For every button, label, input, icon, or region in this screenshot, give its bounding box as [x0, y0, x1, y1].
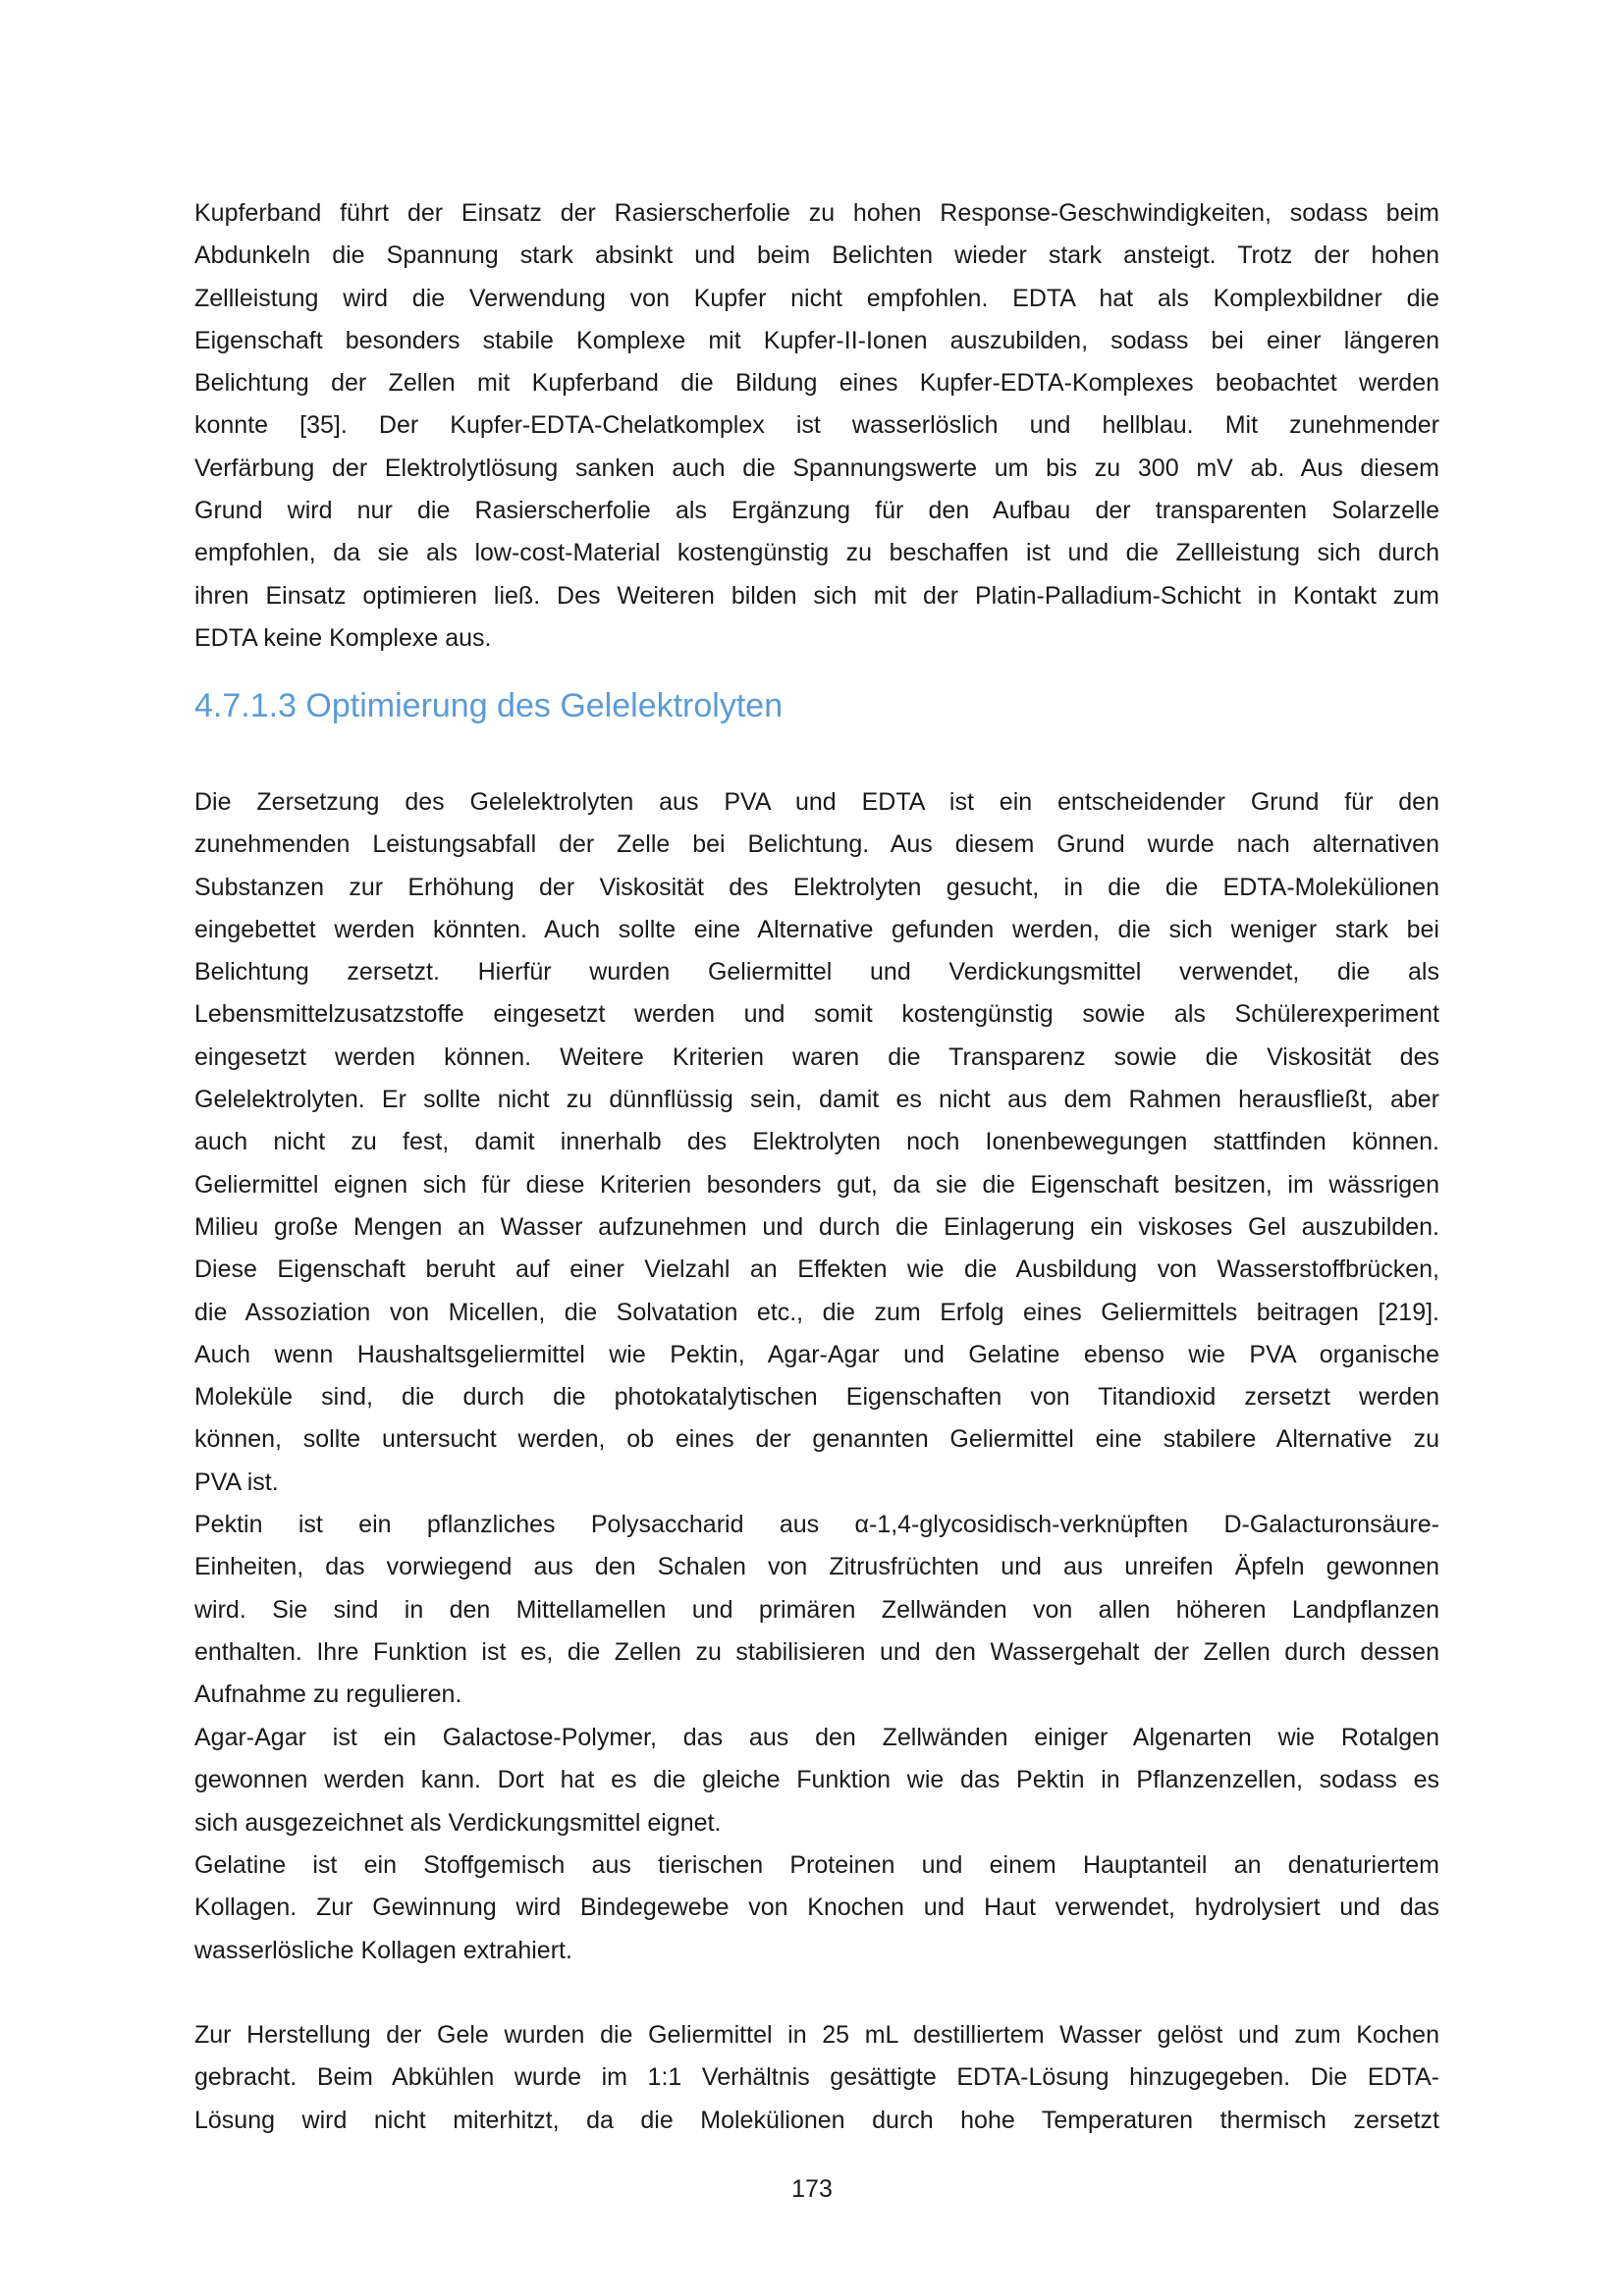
text-line: Lebensmittelzusatzstoffe eingesetzt werden und somit kostengünstig sowie als Schülerexperiment	[194, 1000, 1439, 1029]
text-line: PVA ist.	[194, 1468, 279, 1496]
text-line: Verfärbung der Elektrolytlösung sanken auch die Spannungswerte um bis zu 300 mV ab. Aus diesem	[194, 454, 1439, 482]
paragraph-gel-preparation	[194, 2014, 1439, 2142]
text-line: Zellleistung wird die Verwendung von Kupfer nicht empfohlen. EDTA hat als Komplexbildner die	[194, 284, 1439, 312]
text-line: die Assoziation von Micellen, die Solvatation etc., die zum Erfolg eines Geliermittels beitragen [219].	[194, 1298, 1439, 1326]
text-line: eingebettet werden könnten. Auch sollte eine Alternative gefunden werden, die sich weniger stark bei	[194, 915, 1439, 943]
text-line: wird. Sie sind in den Mittellamellen und primären Zellwänden von allen höheren Landpflanzen	[194, 1595, 1439, 1624]
text-line: Abdunkeln die Spannung stark absinkt und beim Belichten wieder stark ansteigt. Trotz der hohen	[194, 241, 1439, 270]
text-line: Gelelektrolyten. Er sollte nicht zu dünnflüssig sein, damit es nicht aus dem Rahmen herausfließt, aber	[194, 1086, 1439, 1114]
text-line: Kollagen. Zur Gewinnung wird Bindegewebe von Knochen und Haut verwendet, hydrolysiert und das	[194, 1894, 1439, 1922]
text-line: konnte [35]. Der Kupfer-EDTA-Chelatkomplex ist wasserlöslich und hellblau. Mit zunehmender	[194, 411, 1439, 440]
text-line: gewonnen werden kann. Dort hat es die gleiche Funktion wie das Pektin in Pflanzenzellen, sodass es	[194, 1766, 1439, 1794]
text-line: auch nicht zu fest, damit innerhalb des Elektrolyten noch Ionenbewegungen stattfinden können.	[194, 1128, 1439, 1156]
text-line: wasserlösliche Kollagen extrahiert.	[194, 1936, 572, 1964]
paragraph-pectin	[194, 1504, 1439, 1716]
text-line: Belichtung zersetzt. Hierfür wurden Geliermittel und Verdickungsmittel verwendet, die als	[194, 958, 1439, 987]
text-line: zunehmenden Leistungsabfall der Zelle bei Belichtung. Aus diesem Grund wurde nach alternativen	[194, 830, 1439, 859]
text-line: können, sollte untersucht werden, ob eines der genannten Geliermittel eine stabilere Alternative zu	[194, 1425, 1439, 1454]
paragraph-gelatine	[194, 1844, 1439, 1972]
text-line: Pektin ist ein pflanzliches Polysaccharid aus α-1,4-glycosidisch-verknüpften D-Galacturonsäure-	[194, 1511, 1439, 1538]
text-line: Geliermittel eignen sich für diese Kriterien besonders gut, da sie die Eigenschaft besitzen, im wässrigen	[194, 1170, 1439, 1199]
text-line: Zur Herstellung der Gele wurden die Geliermittel in 25 mL destilliertem Wasser gelöst und zum Kochen	[194, 2021, 1439, 2049]
text-line: empfohlen, da sie als low-cost-Material kostengünstig zu beschaffen ist und die Zellleistung sich durch	[194, 539, 1439, 567]
section-heading: 4.7.1.3 Optimierung des Gelelektrolyten	[194, 687, 784, 724]
text-line: Grund wird nur die Rasierscherfolie als Ergänzung für den Aufbau der transparenten Solarzelle	[194, 497, 1439, 525]
text-line: Lösung wird nicht miterhitzt, da die Molekülionen durch hohe Temperaturen thermisch zersetzt	[194, 2106, 1439, 2134]
text-line: ihren Einsatz optimieren ließ. Des Weiteren bilden sich mit der Platin-Palladium-Schicht in Kontakt zum	[194, 581, 1439, 610]
page-number: 173	[791, 2175, 833, 2203]
text-line: Eigenschaft besonders stabile Komplexe mit Kupfer-II-Ionen auszubilden, sodass bei einer längeren	[194, 326, 1439, 354]
paragraph-copper	[194, 192, 1439, 660]
text-line: gebracht. Beim Abkühlen wurde im 1:1 Verhältnis gesättigte EDTA-Lösung hinzugegeben. Die EDTA-	[194, 2063, 1439, 2092]
paragraph-agar	[194, 1717, 1439, 1844]
text-line: Kupferband führt der Einsatz der Rasierscherfolie zu hohen Response-Geschwindigkeiten, sodass beim	[194, 199, 1439, 227]
text-line: Die Zersetzung des Gelelektrolyten aus PVA und EDTA ist ein entscheidender Grund für den	[194, 788, 1439, 816]
text-line: EDTA keine Komplexe aus.	[194, 623, 492, 652]
text-line: Auch wenn Haushaltsgeliermittel wie Pektin, Agar-Agar und Gelatine ebenso wie PVA organische	[194, 1340, 1439, 1368]
text-line: Agar-Agar ist ein Galactose-Polymer, das aus den Zellwänden einiger Algenarten wie Rotalgen	[194, 1724, 1439, 1751]
paragraph-gel-decomposition	[194, 781, 1439, 1504]
text-line: eingesetzt werden können. Weitere Kriterien waren die Transparenz sowie die Viskosität des	[194, 1042, 1439, 1071]
text-line: Milieu große Mengen an Wasser aufzunehmen und durch die Einlagerung ein viskoses Gel auszubilden.	[194, 1212, 1439, 1241]
text-line: Gelatine ist ein Stoffgemisch aus tierischen Proteinen und einem Hauptanteil an denaturiertem	[194, 1851, 1439, 1879]
text-line: Aufnahme zu regulieren.	[194, 1681, 462, 1709]
text-line: Moleküle sind, die durch die photokatalytischen Eigenschaften von Titandioxid zersetzt werden	[194, 1383, 1439, 1412]
text-line: Einheiten, das vorwiegend aus den Schalen von Zitrusfrüchten und aus unreifen Äpfeln gewonnen	[194, 1553, 1439, 1581]
text-line: Diese Eigenschaft beruht auf einer Vielzahl an Effekten wie die Ausbildung von Wasserstoffbrücken,	[194, 1255, 1439, 1284]
text-line: Belichtung der Zellen mit Kupferband die Bildung eines Kupfer-EDTA-Komplexes beobachtet werden	[194, 369, 1439, 398]
text-line: Substanzen zur Erhöhung der Viskosität des Elektrolyten gesucht, in die die EDTA-Molekülionen	[194, 873, 1439, 901]
text-line: sich ausgezeichnet als Verdickungsmittel eignet.	[194, 1808, 722, 1837]
text-line: enthalten. Ihre Funktion ist es, die Zellen zu stabilisieren und den Wassergehalt der Zellen durch dessen	[194, 1637, 1439, 1666]
